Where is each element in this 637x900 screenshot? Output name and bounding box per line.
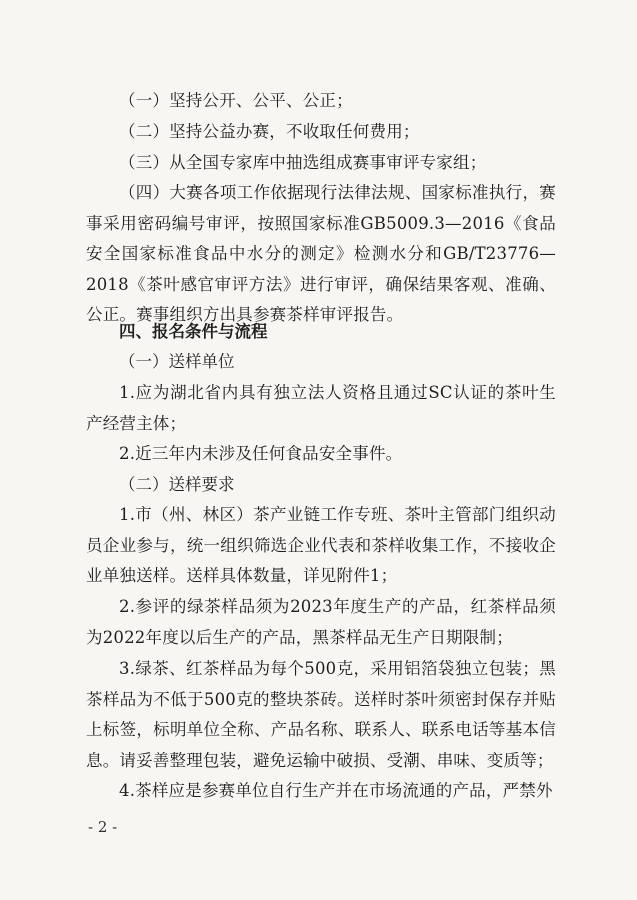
sample-req-1: 1.市（州、林区）茶产业链工作专班、茶叶主管部门组织动员企业参与，统一组织筛选企业代表和茶样收集工作，不接收企业单独送样。送样具体数量，详见附件1； xyxy=(86,505,556,586)
subheading-sample-unit: （一）送样单位 xyxy=(119,352,235,371)
unit-req-1: 1.应为湖北省内具有独立法人资格且通过SC认证的茶叶生产经营主体； xyxy=(86,383,556,433)
principle-2: （二）坚持公益办赛，不收取任何费用； xyxy=(119,122,420,141)
principle-3: （三）从全国专家库中抽选组成赛事审评专家组； xyxy=(119,153,487,172)
sample-req-3: 3.绿茶、红茶样品为每个500克，采用铝箔袋独立包装；黑茶样品为不低于500克的整块茶砖。送样时茶叶须密封保存并贴上标签，标明单位全称、产品名称、联系人、联系电话等基本信息。请妥善整理包装，避免运输中破损、受潮、串味、变质等； xyxy=(86,659,556,770)
page-number: - 2 - xyxy=(88,818,118,836)
sample-req-2: 2.参评的绿茶样品须为2023年度生产的产品，红茶样品须为2022年度以后生产的产品，黑茶样品无生产日期限制； xyxy=(86,597,556,647)
subheading-sample-req: （二）送样要求 xyxy=(119,475,235,494)
sample-req-4: 4.茶样应是参赛单位自行生产并在市场流通的产品，严禁外 xyxy=(119,781,553,800)
unit-req-2: 2.近三年内未涉及任何食品安全事件。 xyxy=(119,444,403,463)
section-heading-4: 四、报名条件与流程 xyxy=(119,322,268,341)
principle-1: （一）坚持公开、公平、公正； xyxy=(119,91,353,110)
principle-4: （四）大赛各项工作依据现行法律法规、国家标准执行，赛事采用密码编号审评，按照国家标准GB5009.3—2016《食品安全国家标准食品中水分的测定》检测水分和GB/T23776—2018《茶叶感官审评方法》进行审评，确保结果客观、准确、公正。赛事组织方出具参赛茶样审评报告。 xyxy=(86,183,556,325)
